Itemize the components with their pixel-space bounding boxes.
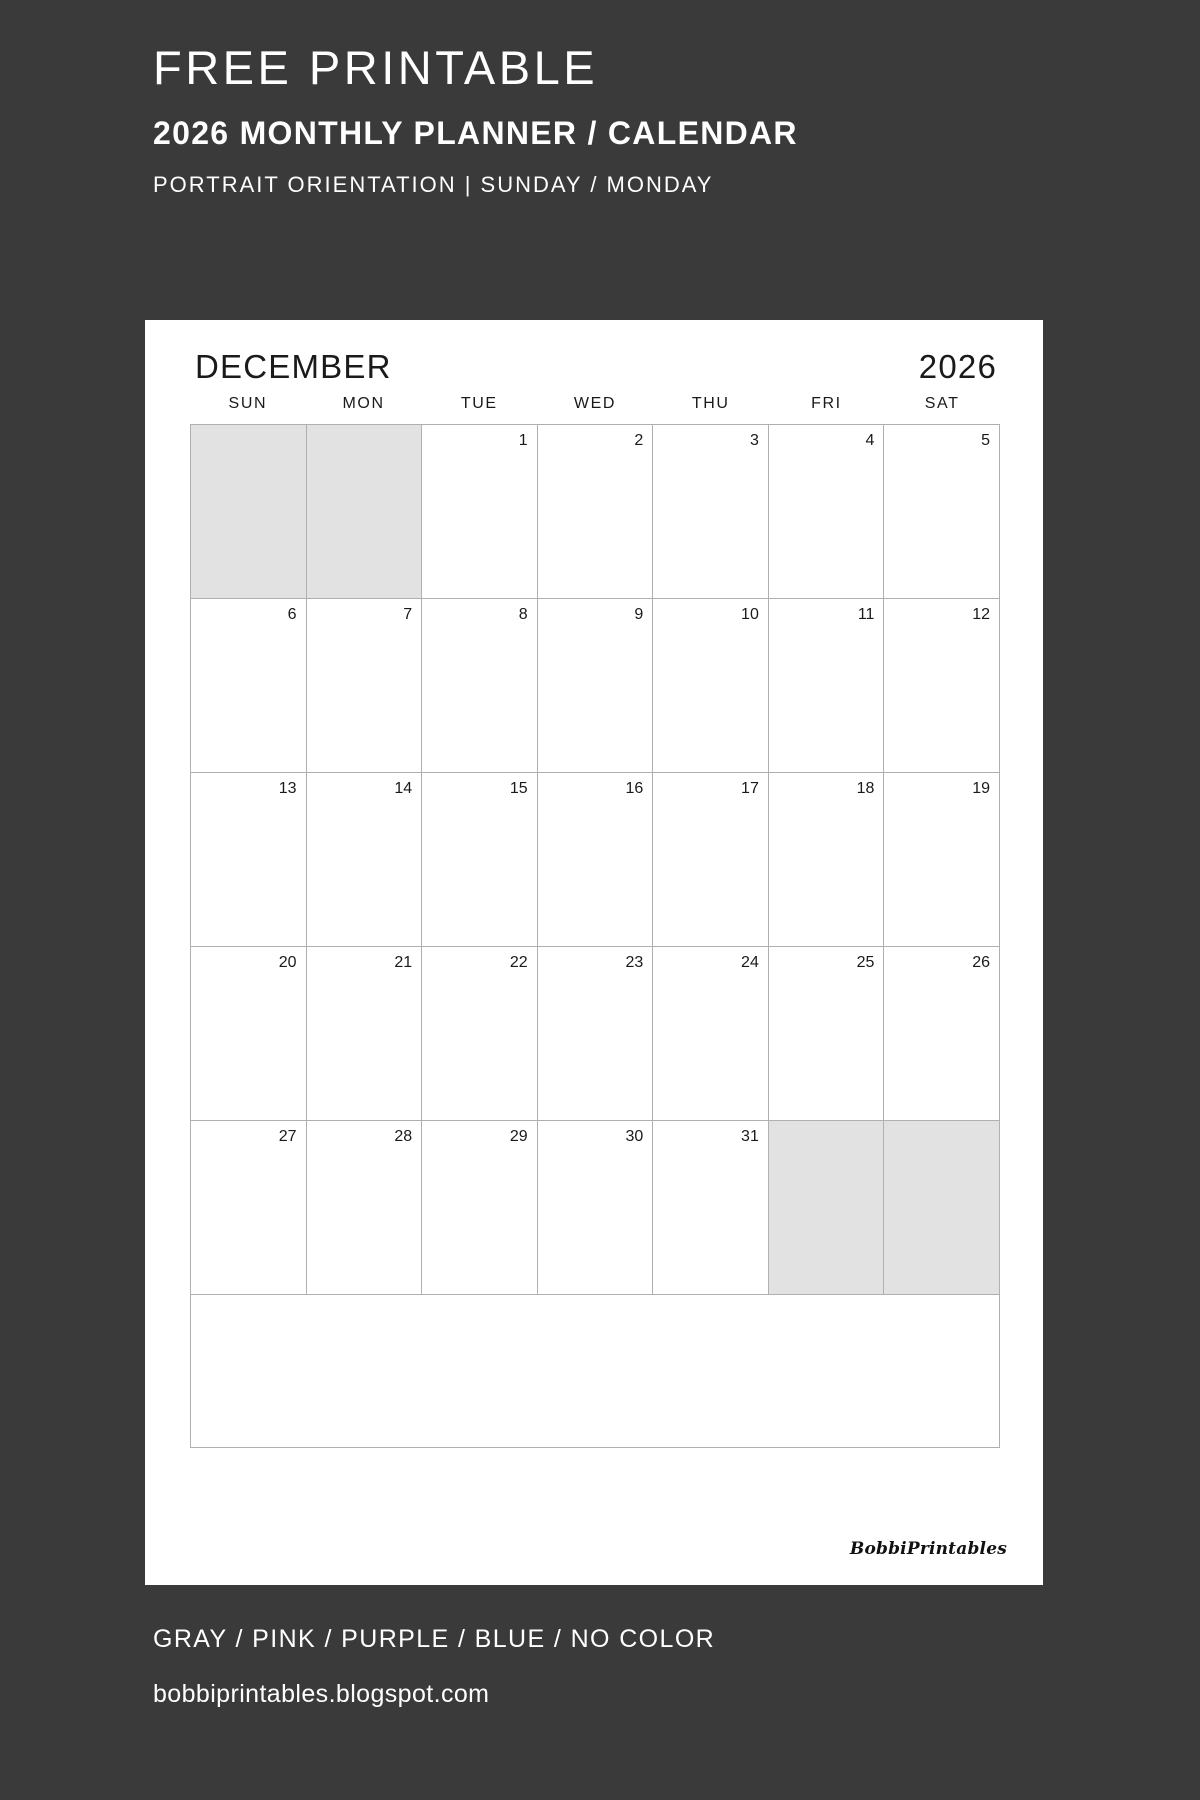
title-main: 2026 MONTHLY PLANNER / CALENDAR bbox=[153, 114, 798, 151]
title-free-printable: FREE PRINTABLE bbox=[153, 41, 599, 94]
brand-signature: BobbiPrintables bbox=[849, 1539, 1007, 1559]
calendar-day-cell[interactable] bbox=[769, 425, 885, 599]
calendar-day-cell[interactable] bbox=[769, 773, 885, 947]
calendar-header bbox=[190, 350, 1000, 383]
calendar-day-cell[interactable] bbox=[538, 599, 654, 773]
calendar-week-row bbox=[191, 947, 1000, 1121]
day-number: 25 bbox=[856, 954, 875, 971]
calendar-day-cell[interactable] bbox=[538, 773, 654, 947]
calendar-day-cell[interactable] bbox=[769, 947, 885, 1121]
day-number: 10 bbox=[741, 606, 759, 623]
poster-header bbox=[153, 42, 1053, 197]
day-number: 28 bbox=[394, 1128, 413, 1145]
calendar-day-cell[interactable] bbox=[538, 1121, 654, 1295]
calendar-day-cell[interactable] bbox=[538, 947, 654, 1121]
poster-footer bbox=[153, 1625, 1053, 1709]
day-number: 24 bbox=[741, 954, 759, 971]
color-options-label: GRAY / PINK / PURPLE / BLUE / NO COLOR bbox=[153, 1625, 716, 1653]
calendar-day-cell[interactable] bbox=[653, 425, 769, 599]
calendar-day-cell[interactable] bbox=[884, 1121, 1000, 1295]
calendar-day-cell[interactable] bbox=[307, 1121, 423, 1295]
weekday-label-sat: SAT bbox=[924, 395, 960, 412]
day-number: 20 bbox=[278, 954, 297, 971]
calendar-day-cell[interactable] bbox=[884, 947, 1000, 1121]
day-number: 15 bbox=[509, 780, 528, 797]
weekday-label-mon: MON bbox=[342, 395, 385, 412]
calendar-day-cell[interactable] bbox=[307, 599, 423, 773]
day-number: 1 bbox=[518, 432, 528, 449]
calendar-day-cell[interactable] bbox=[422, 425, 538, 599]
calendar-day-cell[interactable] bbox=[422, 773, 538, 947]
day-number: 4 bbox=[865, 432, 875, 449]
calendar-week-row bbox=[191, 425, 1000, 599]
calendar-day-cell[interactable] bbox=[307, 773, 423, 947]
calendar-year-label: 2026 bbox=[918, 348, 997, 385]
day-number: 2 bbox=[634, 432, 644, 449]
calendar-day-cell[interactable] bbox=[191, 773, 307, 947]
website-url[interactable]: bobbiprintables.blogspot.com bbox=[153, 1680, 490, 1708]
calendar-day-cell[interactable] bbox=[191, 425, 307, 599]
day-number: 17 bbox=[741, 780, 759, 797]
calendar-day-cell[interactable] bbox=[307, 425, 423, 599]
calendar-day-cell[interactable] bbox=[422, 947, 538, 1121]
calendar-day-cell[interactable] bbox=[538, 425, 654, 599]
calendar-day-cell[interactable] bbox=[769, 599, 885, 773]
day-number: 11 bbox=[857, 606, 875, 623]
day-number: 18 bbox=[856, 780, 875, 797]
weekday-label-thu: THU bbox=[691, 395, 730, 412]
calendar-sheet bbox=[145, 320, 1043, 1585]
day-number: 6 bbox=[287, 606, 297, 623]
day-number: 19 bbox=[972, 780, 990, 797]
calendar-day-cell[interactable] bbox=[653, 599, 769, 773]
day-number: 7 bbox=[403, 606, 413, 623]
calendar-day-cell[interactable] bbox=[191, 1121, 307, 1295]
calendar-day-cell[interactable] bbox=[422, 599, 538, 773]
calendar-day-cell[interactable] bbox=[191, 947, 307, 1121]
day-number: 16 bbox=[625, 780, 644, 797]
day-number: 29 bbox=[509, 1128, 528, 1145]
day-number: 14 bbox=[394, 780, 413, 797]
calendar-month-label: DECEMBER bbox=[195, 348, 392, 385]
day-number: 23 bbox=[625, 954, 644, 971]
calendar-day-cell[interactable] bbox=[191, 599, 307, 773]
calendar-day-cell[interactable] bbox=[653, 947, 769, 1121]
day-number: 5 bbox=[981, 432, 990, 449]
weekday-header-row bbox=[190, 395, 1000, 413]
weekday-label-fri: FRI bbox=[811, 395, 842, 412]
calendar-day-cell[interactable] bbox=[884, 599, 1000, 773]
day-number: 31 bbox=[741, 1128, 759, 1145]
calendar-week-row bbox=[191, 1121, 1000, 1295]
calendar-week-row bbox=[191, 599, 1000, 773]
calendar-day-cell[interactable] bbox=[422, 1121, 538, 1295]
weekday-label-wed: WED bbox=[573, 395, 617, 412]
calendar-day-cell[interactable] bbox=[884, 425, 1000, 599]
day-number: 27 bbox=[278, 1128, 297, 1145]
notes-area[interactable] bbox=[191, 1295, 1000, 1448]
day-number: 9 bbox=[634, 606, 644, 623]
calendar-grid bbox=[190, 424, 1000, 1448]
day-number: 22 bbox=[509, 954, 528, 971]
day-number: 21 bbox=[394, 954, 413, 971]
day-number: 13 bbox=[278, 780, 297, 797]
calendar-day-cell[interactable] bbox=[653, 1121, 769, 1295]
calendar-day-cell[interactable] bbox=[884, 773, 1000, 947]
title-subtitle: PORTRAIT ORIENTATION | SUNDAY / MONDAY bbox=[153, 171, 714, 197]
day-number: 8 bbox=[518, 606, 528, 623]
calendar-day-cell[interactable] bbox=[653, 773, 769, 947]
day-number: 12 bbox=[972, 606, 990, 623]
calendar-day-cell[interactable] bbox=[769, 1121, 885, 1295]
weekday-label-tue: TUE bbox=[460, 395, 498, 412]
day-number: 3 bbox=[749, 432, 759, 449]
weekday-label-sun: SUN bbox=[228, 395, 268, 412]
calendar-week-row bbox=[191, 773, 1000, 947]
day-number: 30 bbox=[625, 1128, 644, 1145]
calendar-day-cell[interactable] bbox=[307, 947, 423, 1121]
day-number: 26 bbox=[972, 954, 990, 971]
calendar bbox=[190, 350, 1000, 1448]
